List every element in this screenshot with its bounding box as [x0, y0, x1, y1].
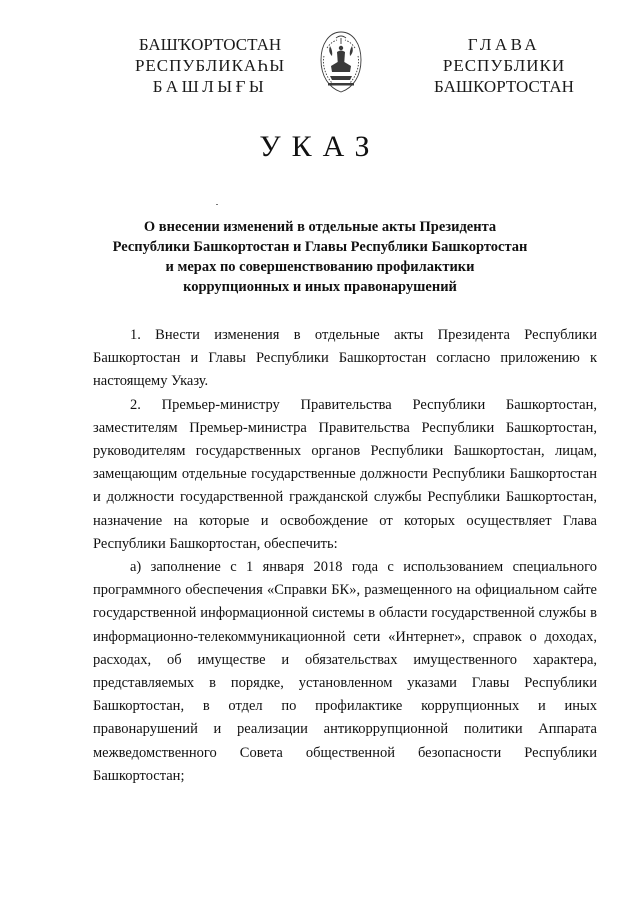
header-bashkir-title [124, 34, 296, 97]
document-title: УКАЗ [259, 130, 381, 163]
header-left-line-2: РЕСПУБЛИКАҺЫ [134, 56, 286, 75]
paragraph-2: 2. Премьер-министру Правительства Республики Башкортостан, заместителям Премьер-министра Правительства Республики Башкортостан, руководителям государственных органов Республики Башкортостан, лицам, замещающим отдельные государственные должности Республики Башкортостан и должности государственной гражданской службы Республики Башкортостан, назначение на которые и освобождение от которых осуществляет Глава Республики Башкортостан, обеспечить: [93, 396, 597, 552]
subject-line-4: коррупционных и иных правонарушений [183, 279, 457, 295]
header-right-line-2: РЕСПУБЛИКИ [442, 56, 566, 75]
header-russian-title [424, 34, 584, 97]
paragraph-1: 1. Внести изменения в отдельные акты Президента Республики Башкортостан и Главы Республики Башкортостан согласно приложению к настоящему Указу. [93, 327, 597, 390]
document-subject [100, 217, 540, 297]
scan-speck [216, 204, 218, 205]
header-right-line-1: ГЛАВА [467, 35, 541, 54]
header-left-line-1: БАШҠОРТОСТАН [138, 35, 282, 54]
header-right-line-3: БАШКОРТОСТАН [434, 77, 574, 96]
subject-line-2: Республики Башкортостан и Главы Республики Башкортостан [112, 239, 528, 255]
bashkortostan-emblem-icon [317, 26, 365, 94]
header-left-line-3: БАШЛЫҒЫ [152, 77, 268, 96]
subject-line-1: О внесении изменений в отдельные акты Президента [143, 219, 497, 235]
subject-line-3: и мерах по совершенствованию профилактики [165, 259, 475, 275]
paragraph-2a: а) заполнение с 1 января 2018 года с использованием специального программного обеспечения «Справки БК», размещенного на официальном сайте государственной информационной системы в области государственной службы в информационно-телекоммуникационной сети «Интернет», справок о доходах, расходах, об имуществе и обязательствах имущественного характера, представляемых в порядке, установленном указами Главы Республики Башкортостан, в отдел по профилактике коррупционных и иных правонарушений и реализации антикоррупционной политики Аппарата межведомственного Совета общественной безопасности Республики Башкортостан; [93, 559, 597, 784]
document-body [93, 324, 597, 788]
